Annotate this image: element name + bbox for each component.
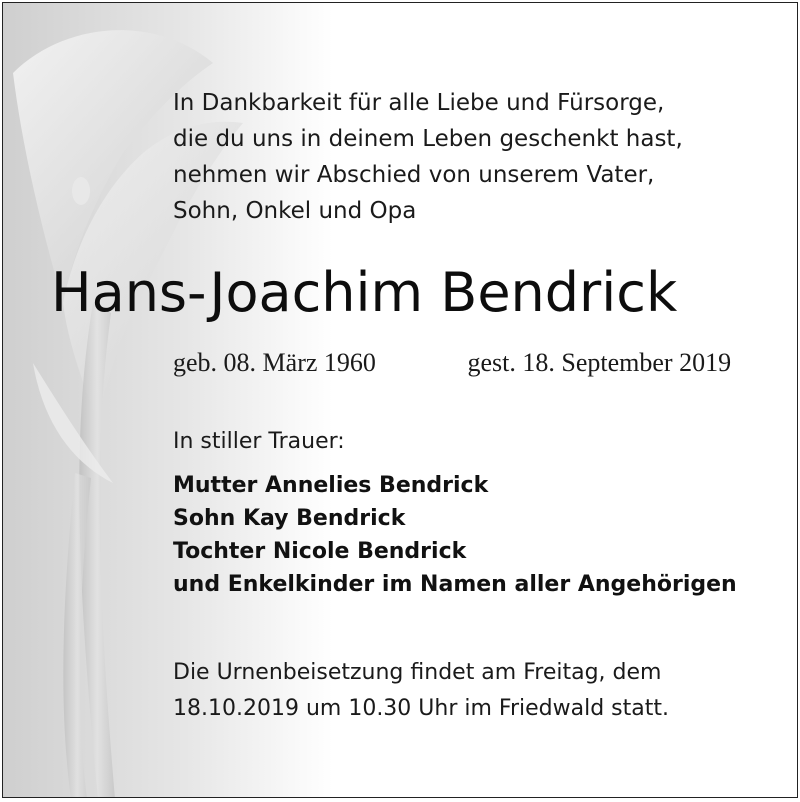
life-dates (173, 348, 731, 378)
mourner-name: Sohn Kay Bendrick (173, 506, 406, 531)
intro-line: die du uns in deinem Leben geschenkt hast, (173, 126, 683, 152)
obituary-card (2, 2, 798, 798)
mourners-list (173, 469, 737, 601)
deceased-name: Hans-Joachim Bendrick (51, 261, 678, 324)
intro-text (173, 85, 683, 229)
intro-line: In Dankbarkeit für alle Liebe und Fürsorge, (173, 90, 665, 116)
intro-line: Sohn, Onkel und Opa (173, 198, 417, 224)
mourner-name: Tochter Nicole Bendrick (173, 539, 467, 564)
notice-line: Die Urnenbeisetzung findet am Freitag, dem (173, 660, 662, 685)
death-date: gest. 18. September 2019 (467, 348, 732, 377)
burial-notice (173, 655, 669, 727)
mourner-name: Mutter Annelies Bendrick (173, 473, 489, 498)
mourning-heading: In stiller Trauer: (173, 429, 345, 454)
birth-date: geb. 08. März 1960 (173, 348, 376, 377)
mourner-name: und Enkelkinder im Namen aller Angehörigen (173, 572, 737, 597)
notice-line: 18.10.2019 um 10.30 Uhr im Friedwald statt. (173, 696, 669, 721)
intro-line: nehmen wir Abschied von unserem Vater, (173, 162, 655, 188)
